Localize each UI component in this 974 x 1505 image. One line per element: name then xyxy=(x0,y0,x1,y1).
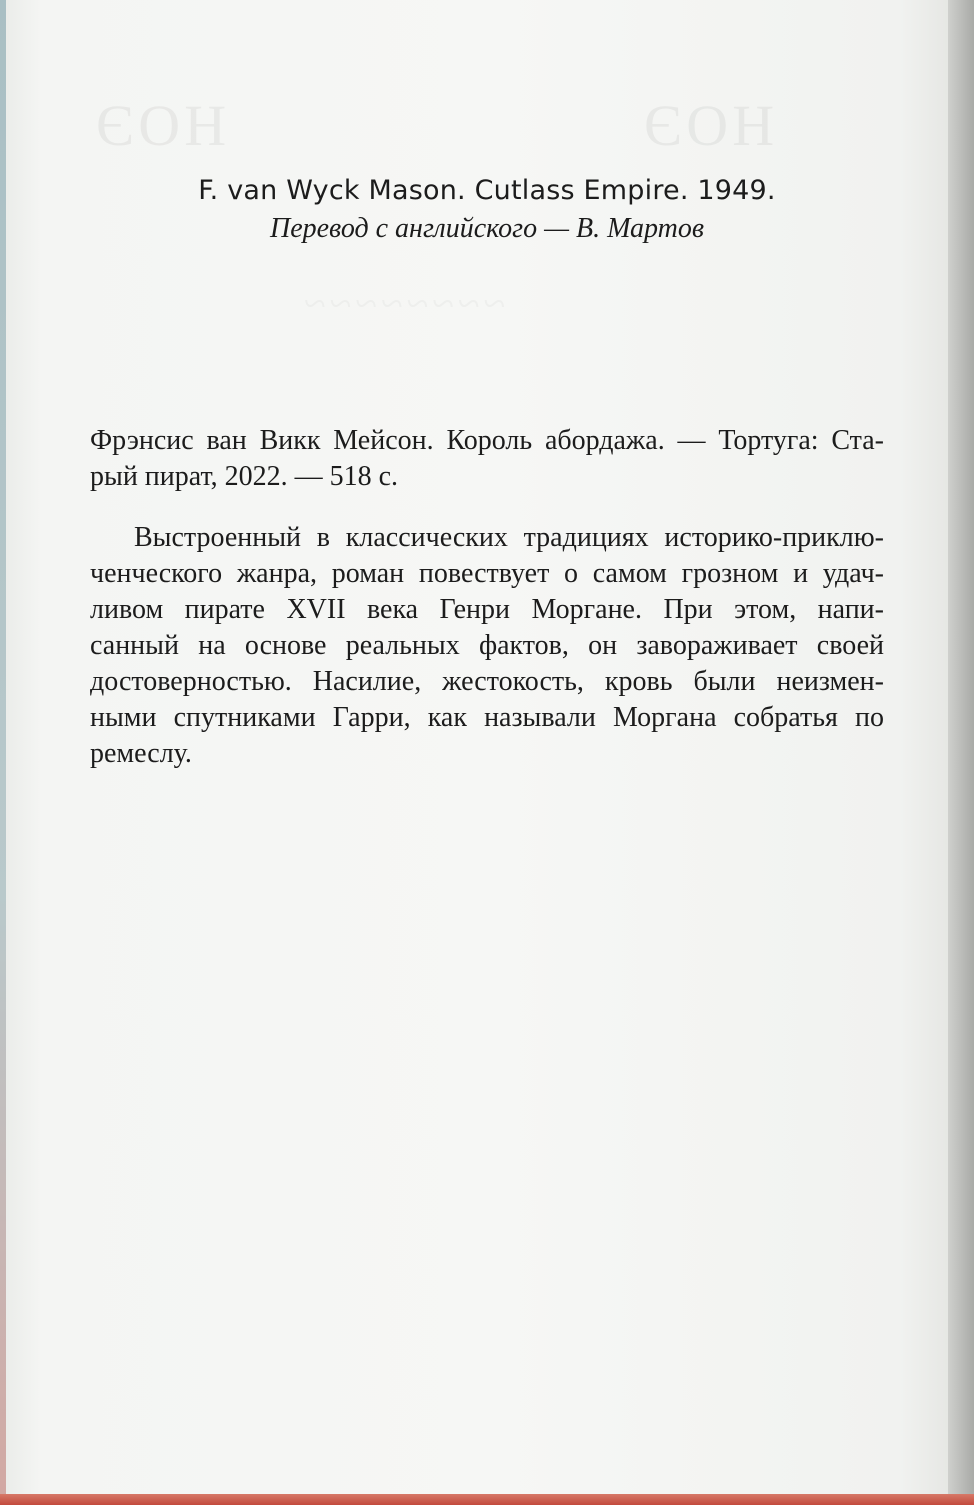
annotation-line: ченческого жанра, роман повествует о самом грозном и удач- xyxy=(90,558,884,589)
annotation-line: ливом пирате XVII века Генри Моргане. При этом, напи- xyxy=(90,594,884,625)
copyright-credit xyxy=(0,172,974,248)
translator-line: Перевод с английского — В. Мартов xyxy=(269,213,705,244)
original-title-line: F. van Wyck Mason. Cutlass Empire. 1949. xyxy=(198,175,776,206)
book-spine-edge xyxy=(948,0,974,1505)
bleed-through-text: ~~~~~~~~ xyxy=(300,281,506,326)
annotation-line: ными спутниками Гарри, как называли Моргана собратья по xyxy=(90,702,884,733)
annotation-line: достоверностью. Насилие, жестокость, кровь были неизмен- xyxy=(90,666,884,697)
annotation-line: Выстроенный в классических традициях историко-приклю- xyxy=(134,522,884,553)
bibliographic-line: рый пират, 2022. — 518 с. xyxy=(90,461,399,492)
book-cover-bottom-edge xyxy=(0,1494,974,1505)
annotation-line: санный на основе реальных фактов, он завораживает своей xyxy=(90,630,884,661)
annotation-line: ремеслу. xyxy=(90,738,192,769)
bibliographic-record xyxy=(90,423,884,495)
bleed-through-text: НОЭ xyxy=(640,93,775,158)
annotation-paragraph xyxy=(90,520,884,772)
bibliographic-line: Фрэнсис ван Викк Мейсон. Король абордажа. — Тортуга: Ста- xyxy=(90,425,884,456)
bleed-through-text: НОЭ xyxy=(92,93,227,158)
